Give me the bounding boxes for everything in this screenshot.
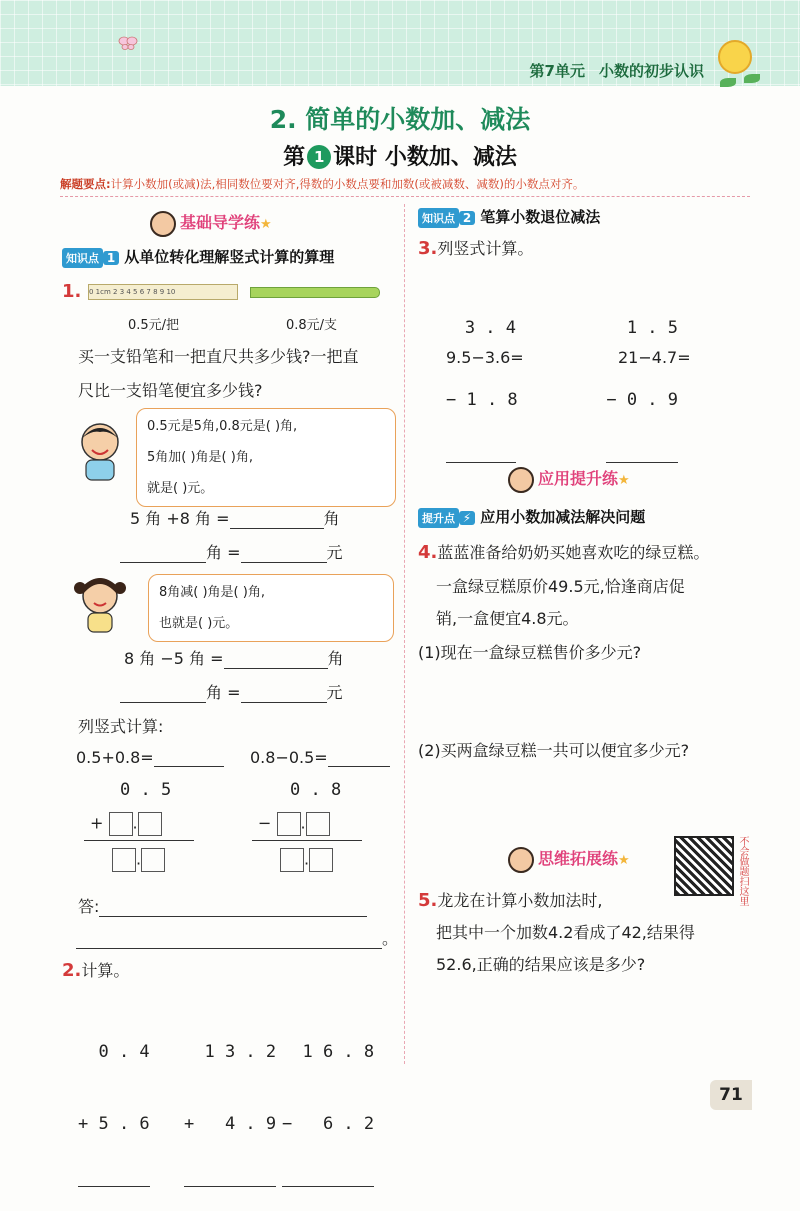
eq-unit: 角: [327, 649, 344, 668]
decimal-point: .: [304, 849, 310, 869]
bubble1-line: 5角加( )角是( )角,: [147, 450, 253, 465]
q4-line: 蓝蓝准备给奶奶买她喜欢吃的绿豆糕。: [437, 543, 710, 562]
question-2-number: 2.: [62, 960, 82, 981]
answer-blank[interactable]: [230, 528, 324, 529]
question-4-line1: [418, 540, 709, 563]
lesson-title: [0, 140, 800, 171]
hint-bubble-2: [148, 574, 394, 642]
kp-text: 从单位转化理解竖式计算的算理: [124, 248, 335, 266]
digit-box[interactable]: [280, 848, 304, 872]
problem-top: 1 3 . 2: [204, 1042, 277, 1062]
q1-text-line2: 尺比一支铅笔便宜多少钱?: [78, 381, 263, 400]
question-5-line1: [418, 888, 602, 911]
answer-blank[interactable]: [224, 668, 328, 669]
answer-blank[interactable]: [99, 916, 367, 917]
eq-text: 5 角 +8 角 =: [130, 509, 230, 528]
kid-icon: [508, 847, 534, 873]
problem-bottom: − 0 . 9: [606, 390, 678, 410]
eq-add-row2: [120, 540, 343, 563]
eq-unit: 角 =: [206, 543, 241, 562]
q3-vcalc-2: [606, 268, 678, 487]
answer-blank[interactable]: [120, 562, 206, 563]
q4-sub2: (2)买两盒绿豆糕一共可以便宜多少元?: [418, 741, 690, 760]
eq-sub-row2: [120, 680, 343, 703]
star-icon: ★: [618, 473, 630, 488]
question-2: [62, 958, 129, 981]
q4-line: 销,一盒便宜4.8元。: [436, 609, 579, 628]
section-head-label: 应用提升练: [538, 469, 619, 488]
knowledge-point-2: [418, 206, 600, 228]
vertical-calc-label: 列竖式计算:: [78, 717, 164, 736]
qr-code[interactable]: [674, 836, 734, 896]
kid-icon: [150, 211, 176, 237]
q2-problem-1: [78, 992, 150, 1211]
question-3-label: 列竖式计算。: [437, 239, 534, 258]
question-3: [418, 236, 533, 259]
expr-a: [76, 748, 224, 767]
answer-blank[interactable]: [154, 766, 224, 767]
q3-expr-1: 9.5−3.6=: [446, 348, 524, 367]
section-head-apply: [508, 466, 630, 493]
vcalc-b-top: 0 . 8: [290, 780, 342, 800]
q2-problem-3: [282, 992, 374, 1211]
eq-add-row1: [130, 506, 340, 529]
section-head-label: 基础导学练: [180, 213, 261, 232]
vcalc-rule: [446, 462, 516, 463]
lesson-prefix: 第: [283, 145, 306, 170]
digit-box[interactable]: [109, 812, 133, 836]
bubble2-line: 也就是( )元。: [159, 616, 239, 631]
digit-box[interactable]: [112, 848, 136, 872]
section-head-basic: [150, 210, 272, 237]
column-divider: [404, 204, 405, 1064]
vcalc-rule: [84, 840, 194, 841]
q5-line: 龙龙在计算小数加法时,: [437, 891, 603, 910]
answer-blank[interactable]: [120, 702, 206, 703]
answer-blank[interactable]: [241, 562, 327, 563]
question-1-number: 1.: [62, 281, 82, 302]
page-number: 71: [710, 1080, 752, 1110]
ruler-price: 0.5元/把: [128, 318, 180, 333]
unit-label: 第7单元: [529, 62, 585, 80]
decimal-point: .: [136, 849, 142, 869]
knowledge-point-1: [62, 246, 334, 268]
problem-bottom: − 6 . 2: [282, 1114, 375, 1134]
q1-text-line1: 买一支铅笔和一把直尺共多少钱?一把直: [78, 347, 359, 366]
bolt-icon: ⚡: [459, 511, 475, 525]
q5-line: 把其中一个加数4.2看成了42,结果得: [436, 923, 695, 942]
vcalc-b-op-row: [258, 812, 330, 836]
vcalc-rule: [282, 1186, 374, 1187]
problem-bottom: + 4 . 9: [184, 1114, 277, 1134]
section-head-extend: [508, 846, 630, 873]
q3-expr-2: 21−4.7=: [618, 348, 691, 367]
vcalc-a-op-row: [90, 812, 162, 836]
girl-icon: [72, 572, 128, 634]
q3-vcalc-1: [446, 268, 516, 487]
divider: [60, 196, 750, 197]
problem-top: 1 6 . 8: [302, 1042, 375, 1062]
vcalc-rule: [252, 840, 362, 841]
boy-icon: [72, 420, 128, 482]
answer-label: 答:: [78, 897, 100, 916]
kp-num: 2: [459, 211, 475, 225]
butterfly-icon: [118, 36, 138, 50]
qr-hint: 不会做题扫这里: [737, 836, 748, 906]
vcalc-rule: [78, 1186, 150, 1187]
lesson-suffix: 课时 小数加、减法: [333, 145, 517, 170]
decimal-point: .: [300, 813, 306, 833]
q4-sub1: (1)现在一盒绿豆糕售价多少元?: [418, 643, 642, 662]
problem-top: 0 . 4: [78, 1042, 150, 1062]
eq-unit: 角: [323, 509, 340, 528]
bubble1-line: 就是( )元。: [147, 481, 214, 496]
problem-top: 1 . 5: [626, 318, 678, 338]
digit-box[interactable]: [277, 812, 301, 836]
q4-line: 一盒绿豆糕原价49.5元,恰逢商店促: [436, 577, 685, 596]
answer-blank[interactable]: [241, 702, 327, 703]
vcalc-b-result-row: [280, 848, 333, 872]
star-icon: ★: [260, 217, 272, 232]
leaf-icon: [720, 78, 736, 87]
vcalc-rule: [184, 1186, 276, 1187]
digit-box[interactable]: [306, 812, 330, 836]
digit-box[interactable]: [309, 848, 333, 872]
kp-text: 应用小数加减法解决问题: [480, 508, 646, 526]
question-3-number: 3.: [418, 238, 438, 259]
digit-box[interactable]: [138, 812, 162, 836]
expr-text: 0.5+0.8=: [76, 748, 154, 767]
question-4-number: 4.: [418, 542, 438, 563]
kp-num: 1: [103, 251, 119, 265]
digit-box[interactable]: [141, 848, 165, 872]
kid-icon: [508, 467, 534, 493]
vcalc-rule: [606, 462, 678, 463]
question-2-label: 计算。: [81, 961, 130, 980]
question-5-number: 5.: [418, 890, 438, 911]
section-title: 2. 简单的小数加、减法: [269, 105, 531, 134]
expr-b: [250, 748, 390, 767]
q5-line: 52.6,正确的结果应该是多少?: [436, 955, 646, 974]
pencil-image: [250, 287, 380, 298]
eq-unit: 角 =: [206, 683, 241, 702]
eq-unit: 元: [326, 683, 343, 702]
kp-text: 笔算小数退位减法: [480, 208, 601, 226]
answer-end: 。: [382, 929, 399, 948]
bubble2-line: 8角减( )角是( )角,: [159, 585, 265, 600]
eq-text: 8 角 −5 角 =: [124, 649, 224, 668]
unit-title: 小数的初步认识: [598, 62, 704, 80]
lesson-number: 1: [307, 145, 331, 169]
op-sign: −: [258, 813, 272, 833]
section-head-label: 思维拓展练: [538, 849, 619, 868]
eq-unit: 元: [326, 543, 343, 562]
ruler-image: [88, 284, 238, 300]
key-points-label: 解题要点:: [60, 177, 111, 191]
eq-sub-row1: [124, 646, 344, 669]
pencil-price: 0.8元/支: [286, 318, 338, 333]
sunflower-icon: [718, 40, 752, 74]
improvement-point: [418, 506, 645, 528]
kp-tag: 知识点: [418, 208, 459, 228]
q2-problem-2: [184, 992, 276, 1211]
vcalc-a-result-row: [112, 848, 165, 872]
expr-text: 0.8−0.5=: [250, 748, 328, 767]
key-points-text: 计算小数加(或减)法,相同数位要对齐,得数的小数点要和加数(或被减数、减数)的小数点对齐。: [110, 177, 585, 191]
header-unit: [530, 60, 704, 81]
op-sign: +: [90, 813, 104, 833]
vcalc-a-top: 0 . 5: [120, 780, 172, 800]
answer-blank[interactable]: [328, 766, 390, 767]
problem-bottom: + 5 . 6: [78, 1114, 150, 1134]
problem-bottom: − 1 . 8: [446, 390, 518, 410]
kp-tag: 提升点: [418, 508, 459, 528]
hint-bubble-1: [136, 408, 396, 507]
answer-row: [78, 894, 367, 917]
kp-tag: 知识点: [62, 248, 103, 268]
bubble1-line: 0.5元是5角,0.8元是( )角,: [147, 419, 298, 434]
key-points: [60, 176, 584, 192]
leaf-icon: [744, 74, 760, 83]
decimal-point: .: [132, 813, 138, 833]
ruler-ticks: 0 1cm 2 3 4 5 6 7 8 9 10: [89, 288, 176, 296]
answer-blank[interactable]: [76, 948, 382, 949]
answer-row-2: [76, 926, 398, 949]
star-icon: ★: [618, 853, 630, 868]
problem-top: 3 . 4: [464, 318, 516, 338]
